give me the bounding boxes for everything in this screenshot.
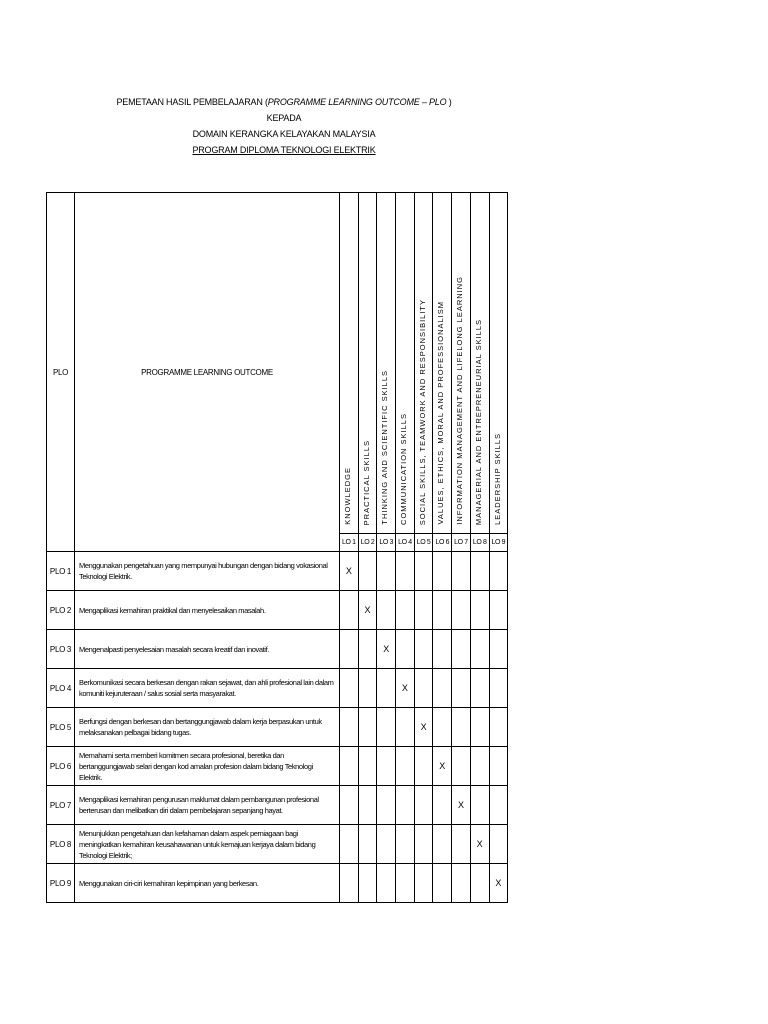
mapping-mark: X bbox=[414, 708, 433, 747]
mapping-cell bbox=[340, 825, 359, 864]
domain-header-leadership-skills: LEADERSHIP SKILLS bbox=[489, 193, 508, 534]
mapping-cell bbox=[358, 708, 377, 747]
mapping-cell bbox=[470, 747, 489, 786]
mapping-cell bbox=[340, 786, 359, 825]
mapping-cell bbox=[377, 669, 396, 708]
lo-code: LO 5 bbox=[414, 534, 433, 552]
plo-outcome-text: Berfungsi dengan berkesan dan bertanggungjawab dalam kerja berpasukan untuk melaksanakan pelbagai bidang tugas. bbox=[75, 708, 340, 747]
mapping-cell bbox=[489, 669, 508, 708]
mapping-cell bbox=[396, 630, 415, 669]
mapping-cell bbox=[452, 591, 471, 630]
plo-row bbox=[47, 630, 508, 669]
mapping-mark: X bbox=[470, 825, 489, 864]
mapping-cell bbox=[377, 591, 396, 630]
mapping-cell bbox=[358, 552, 377, 591]
lo-code: LO 6 bbox=[433, 534, 452, 552]
lo-code: LO 2 bbox=[358, 534, 377, 552]
lo-code: LO 1 bbox=[340, 534, 359, 552]
domain-header-thinking-skills: THINKING AND SCIENTIFIC SKILLS bbox=[377, 193, 396, 534]
plo-id: PLO 2 bbox=[47, 591, 75, 630]
lo-code: LO 7 bbox=[452, 534, 471, 552]
plo-row bbox=[47, 591, 508, 630]
mapping-cell bbox=[377, 825, 396, 864]
plo-row bbox=[47, 786, 508, 825]
mapping-cell bbox=[340, 708, 359, 747]
mapping-cell bbox=[414, 786, 433, 825]
plo-id: PLO 9 bbox=[47, 864, 75, 903]
mapping-cell bbox=[414, 630, 433, 669]
mapping-cell bbox=[377, 708, 396, 747]
mapping-mark: X bbox=[358, 591, 377, 630]
mapping-cell bbox=[470, 669, 489, 708]
mapping-cell bbox=[340, 669, 359, 708]
header-line-3: DOMAIN KERANGKA KELAYAKAN MALAYSIA bbox=[192, 129, 376, 139]
domain-header-social-skills: SOCIAL SKILLS, TEAMWORK AND RESPONSIBILITY bbox=[414, 193, 433, 534]
mapping-cell bbox=[340, 630, 359, 669]
mapping-cell bbox=[433, 825, 452, 864]
mapping-cell bbox=[489, 630, 508, 669]
mapping-cell bbox=[414, 747, 433, 786]
plo-outcome-text: Berkomunikasi secara berkesan dengan rakan sejawat, dan ahli profesional lain dalam komuniti kejuruteraan / salus sosial serta masyarakat. bbox=[75, 669, 340, 708]
outcome-column-header: PROGRAMME LEARNING OUTCOME bbox=[75, 193, 340, 552]
mapping-cell bbox=[452, 825, 471, 864]
lo-code: LO 3 bbox=[377, 534, 396, 552]
mapping-cell bbox=[414, 864, 433, 903]
mapping-cell bbox=[489, 591, 508, 630]
mapping-mark: X bbox=[396, 669, 415, 708]
domain-header-information-management: INFORMATION MANAGEMENT AND LIFELONG LEARNING bbox=[452, 193, 471, 534]
header-line-2: KEPADA bbox=[266, 113, 302, 123]
plo-id: PLO 3 bbox=[47, 630, 75, 669]
mapping-mark: X bbox=[433, 747, 452, 786]
mapping-mark: X bbox=[452, 786, 471, 825]
mapping-cell bbox=[414, 552, 433, 591]
plo-outcome-text: Mengaplikasi kemahiran praktikal dan menyelesaikan masalah. bbox=[75, 591, 340, 630]
header-line-1: PEMETAAN HASIL PEMBELAJARAN (PROGRAMME LEARNING OUTCOME – PLO ) bbox=[116, 97, 452, 107]
plo-outcome-text: Menggunakan ciri-ciri kemahiran kepimpinan yang berkesan. bbox=[75, 864, 340, 903]
mapping-cell bbox=[414, 825, 433, 864]
mapping-cell bbox=[396, 786, 415, 825]
mapping-cell bbox=[340, 864, 359, 903]
mapping-cell bbox=[470, 708, 489, 747]
mapping-cell bbox=[433, 669, 452, 708]
mapping-cell bbox=[377, 552, 396, 591]
mapping-cell bbox=[358, 864, 377, 903]
mapping-cell bbox=[340, 747, 359, 786]
domain-header-knowledge: KNOWLEDGE bbox=[340, 193, 359, 534]
mapping-cell bbox=[433, 708, 452, 747]
mapping-mark: X bbox=[489, 864, 508, 903]
mapping-cell bbox=[358, 786, 377, 825]
lo-code: LO 9 bbox=[489, 534, 508, 552]
mapping-cell bbox=[396, 864, 415, 903]
mapping-cell bbox=[396, 708, 415, 747]
mapping-cell bbox=[470, 864, 489, 903]
plo-id: PLO 1 bbox=[47, 552, 75, 591]
lo-code: LO 8 bbox=[470, 534, 489, 552]
mapping-cell bbox=[470, 591, 489, 630]
mapping-cell bbox=[358, 825, 377, 864]
mapping-cell bbox=[489, 552, 508, 591]
mapping-cell bbox=[489, 708, 508, 747]
mapping-cell bbox=[433, 630, 452, 669]
mapping-cell bbox=[340, 591, 359, 630]
plo-id: PLO 4 bbox=[47, 669, 75, 708]
mapping-mark: X bbox=[377, 630, 396, 669]
header-row bbox=[47, 193, 508, 534]
plo-outcome-text: Mengenalpasti penyelesaian masalah secara kreatif dan inovatif. bbox=[75, 630, 340, 669]
plo-id: PLO 8 bbox=[47, 825, 75, 864]
plo-row bbox=[47, 864, 508, 903]
plo-row bbox=[47, 552, 508, 591]
mapping-cell bbox=[433, 552, 452, 591]
plo-id: PLO 7 bbox=[47, 786, 75, 825]
mapping-cell bbox=[358, 630, 377, 669]
domain-header-practical-skills: PRACTICAL SKILLS bbox=[358, 193, 377, 534]
plo-row bbox=[47, 708, 508, 747]
mapping-cell bbox=[396, 825, 415, 864]
document-header bbox=[0, 94, 568, 158]
plo-outcome-text: Menunjukkan pengetahuan dan kefahaman dalam aspek perniagaan bagi meningkatkan kemahiran keusahawanan untuk kemajuan kerjaya dalam bidang Teknologi Elektrik; bbox=[75, 825, 340, 864]
mapping-cell bbox=[358, 747, 377, 786]
plo-row bbox=[47, 669, 508, 708]
mapping-cell bbox=[377, 747, 396, 786]
mapping-cell bbox=[452, 708, 471, 747]
plo-outcome-text: Memahami serta memberi komitmen secara profesional, beretika dan bertanggungjawab selari dengan kod amalan profesion dalam bidang Teknologi Elektrik. bbox=[75, 747, 340, 786]
mapping-cell bbox=[470, 630, 489, 669]
mapping-cell bbox=[452, 747, 471, 786]
plo-outcome-text: Mengaplikasi kemahiran pengurusan maklumat dalam pembangunan profesional berterusan dan melibatkan diri dalam pembelajaran sepanjang hayat. bbox=[75, 786, 340, 825]
mapping-cell bbox=[452, 552, 471, 591]
mapping-cell bbox=[452, 630, 471, 669]
plo-row bbox=[47, 825, 508, 864]
domain-header-communication-skills: COMMUNICATION SKILLS bbox=[396, 193, 415, 534]
plo-id: PLO 5 bbox=[47, 708, 75, 747]
mapping-cell bbox=[433, 786, 452, 825]
plo-mapping-table bbox=[46, 192, 508, 903]
lo-code: LO 4 bbox=[396, 534, 415, 552]
plo-row bbox=[47, 747, 508, 786]
mapping-cell bbox=[414, 591, 433, 630]
plo-column-header: PLO bbox=[47, 193, 75, 552]
mapping-cell bbox=[396, 591, 415, 630]
mapping-cell bbox=[433, 864, 452, 903]
domain-header-values-ethics: VALUES, ETHICS, MORAL AND PROFESSIONALISM bbox=[433, 193, 452, 534]
mapping-cell bbox=[358, 669, 377, 708]
mapping-cell bbox=[396, 747, 415, 786]
mapping-mark: X bbox=[340, 552, 359, 591]
mapping-cell bbox=[433, 591, 452, 630]
mapping-cell bbox=[489, 786, 508, 825]
mapping-cell bbox=[377, 864, 396, 903]
mapping-cell bbox=[452, 669, 471, 708]
mapping-cell bbox=[489, 825, 508, 864]
mapping-cell bbox=[414, 669, 433, 708]
mapping-cell bbox=[470, 786, 489, 825]
mapping-cell bbox=[470, 552, 489, 591]
mapping-cell bbox=[396, 552, 415, 591]
mapping-cell bbox=[377, 786, 396, 825]
plo-outcome-text: Menggunakan pengetahuan yang mempunyai hubungan dengan bidang vokasional Teknologi Elektrik. bbox=[75, 552, 340, 591]
plo-id: PLO 6 bbox=[47, 747, 75, 786]
mapping-cell bbox=[489, 747, 508, 786]
header-line-4: PROGRAM DIPLOMA TEKNOLOGI ELEKTRIK bbox=[192, 145, 376, 155]
domain-header-managerial-skills: MANAGERIAL AND ENTREPRENEURIAL SKILLS bbox=[470, 193, 489, 534]
mapping-cell bbox=[452, 864, 471, 903]
